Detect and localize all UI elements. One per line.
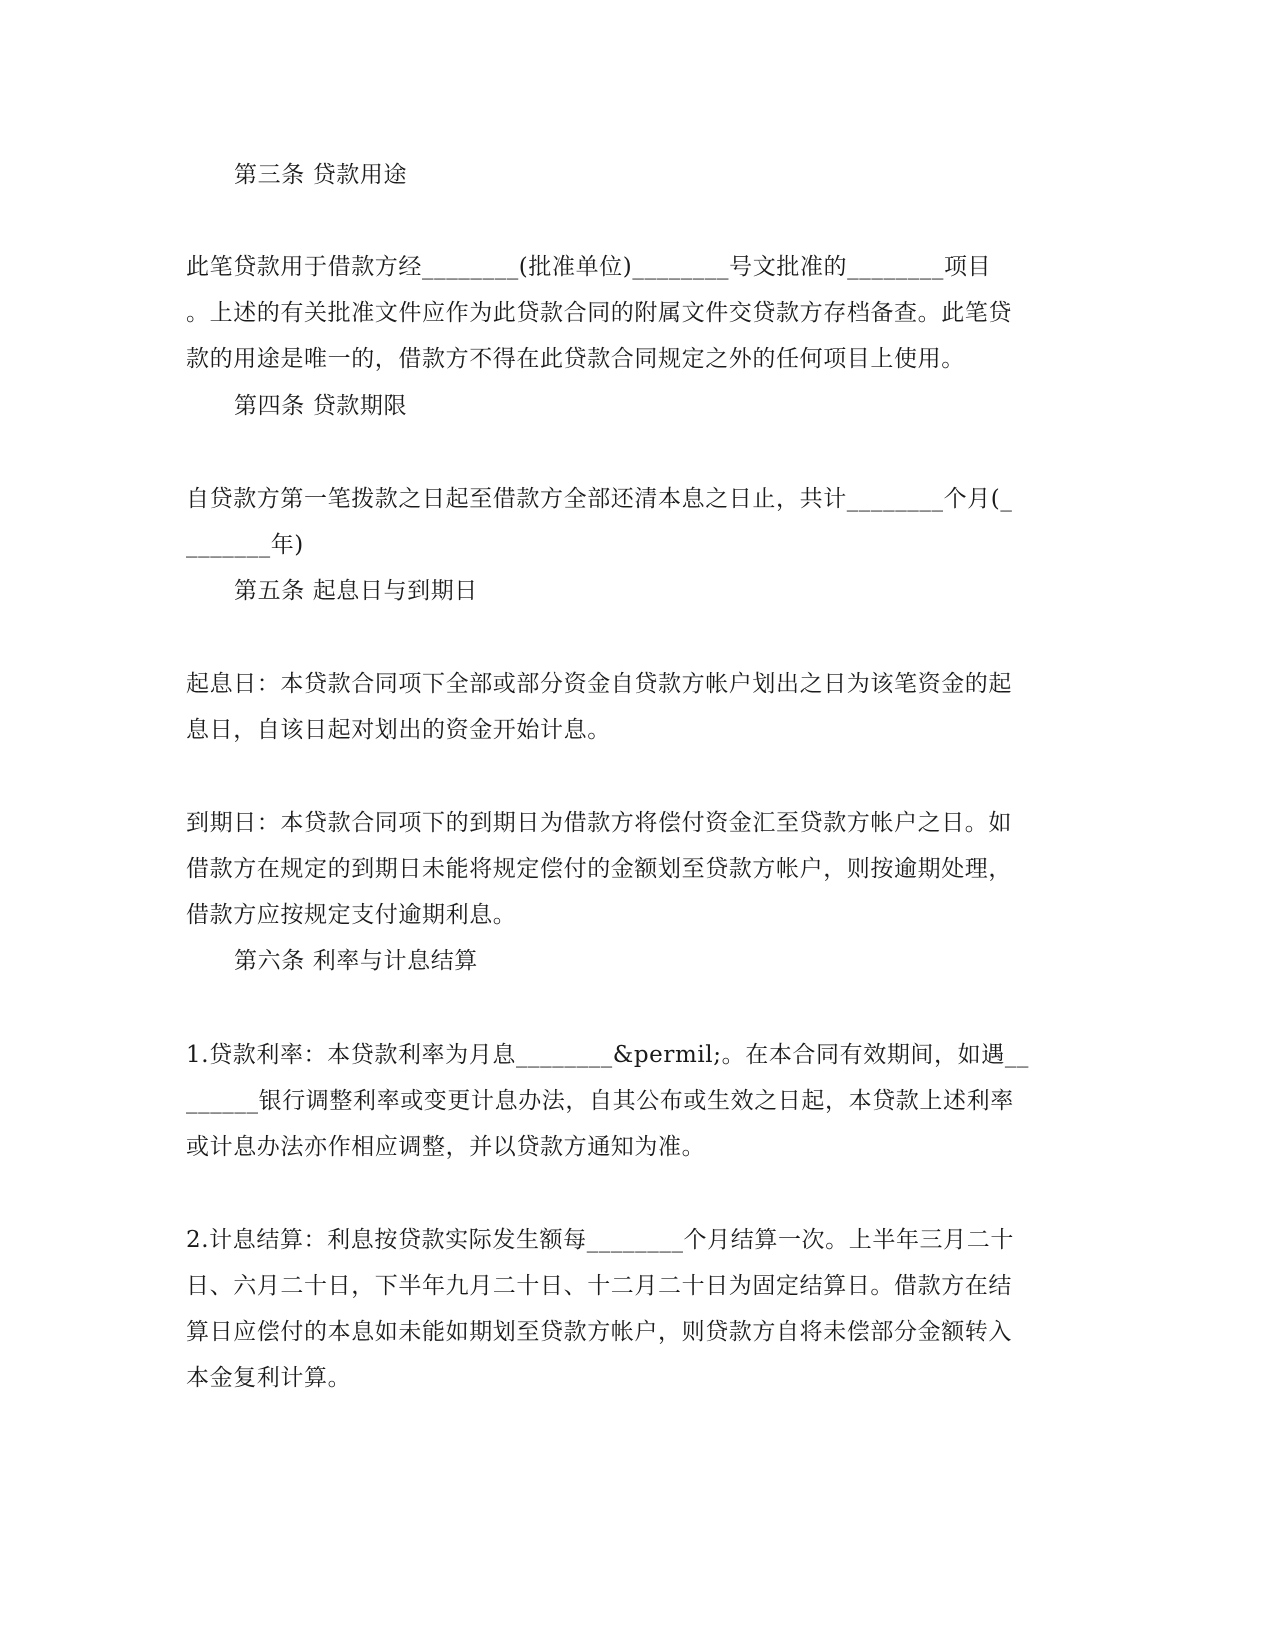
article-5-para-2-line-3: 借款方应按规定支付逾期利息。 bbox=[186, 902, 517, 928]
article-6-heading: 第六条 利率与计息结算 bbox=[234, 948, 478, 974]
article-5-para-1-line-2: 息日，自该日起对划出的资金开始计息。 bbox=[186, 717, 611, 743]
article-3-line-2: 。上述的有关批准文件应作为此贷款合同的附属文件交贷款方存档备查。此笔贷 bbox=[186, 300, 1012, 326]
article-5-para-2-line-1: 到期日：本贷款合同项下的到期日为借款方将偿付资金汇至贷款方帐户之日。如 bbox=[186, 810, 1012, 836]
article-6-item-1-line-3: 或计息办法亦作相应调整，并以贷款方通知为准。 bbox=[186, 1134, 706, 1160]
article-6-item-1-line-1: 1.贷款利率：本贷款利率为月息________&permil;。在本合同有效期间，如遇__ bbox=[186, 1042, 1030, 1068]
article-3-line-1: 此笔贷款用于借款方经________(批准单位)________号文批准的________项目 bbox=[186, 254, 992, 280]
article-4-line-2: _______年) bbox=[186, 532, 304, 558]
article-6-item-2-line-4: 本金复利计算。 bbox=[186, 1365, 352, 1391]
article-5-para-1-line-1: 起息日：本贷款合同项下全部或部分资金自贷款方帐户划出之日为该笔资金的起 bbox=[186, 671, 1012, 697]
article-6-item-2-line-1: 2.计息结算：利息按贷款实际发生额每________个月结算一次。上半年三月二十 bbox=[186, 1227, 1014, 1253]
article-4-heading: 第四条 贷款期限 bbox=[234, 393, 408, 419]
article-6-item-2-line-2: 日、六月二十日，下半年九月二十日、十二月二十日为固定结算日。借款方在结 bbox=[186, 1273, 1012, 1299]
article-4-line-1: 自贷款方第一笔拨款之日起至借款方全部还清本息之日止，共计________个月(_ bbox=[186, 486, 1013, 512]
article-5-heading: 第五条 起息日与到期日 bbox=[234, 578, 478, 604]
article-5-para-2-line-2: 借款方在规定的到期日未能将规定偿付的金额划至贷款方帐户，则按逾期处理， bbox=[186, 856, 1012, 882]
article-6-item-2-line-3: 算日应偿付的本息如未能如期划至贷款方帐户，则贷款方自将未偿部分金额转入 bbox=[186, 1319, 1012, 1345]
article-3-heading: 第三条 贷款用途 bbox=[234, 162, 408, 188]
article-6-item-1-line-2: ______银行调整利率或变更计息办法，自其公布或生效之日起，本贷款上述利率 bbox=[186, 1088, 1014, 1114]
article-3-line-3: 款的用途是唯一的，借款方不得在此贷款合同规定之外的任何项目上使用。 bbox=[186, 346, 965, 372]
